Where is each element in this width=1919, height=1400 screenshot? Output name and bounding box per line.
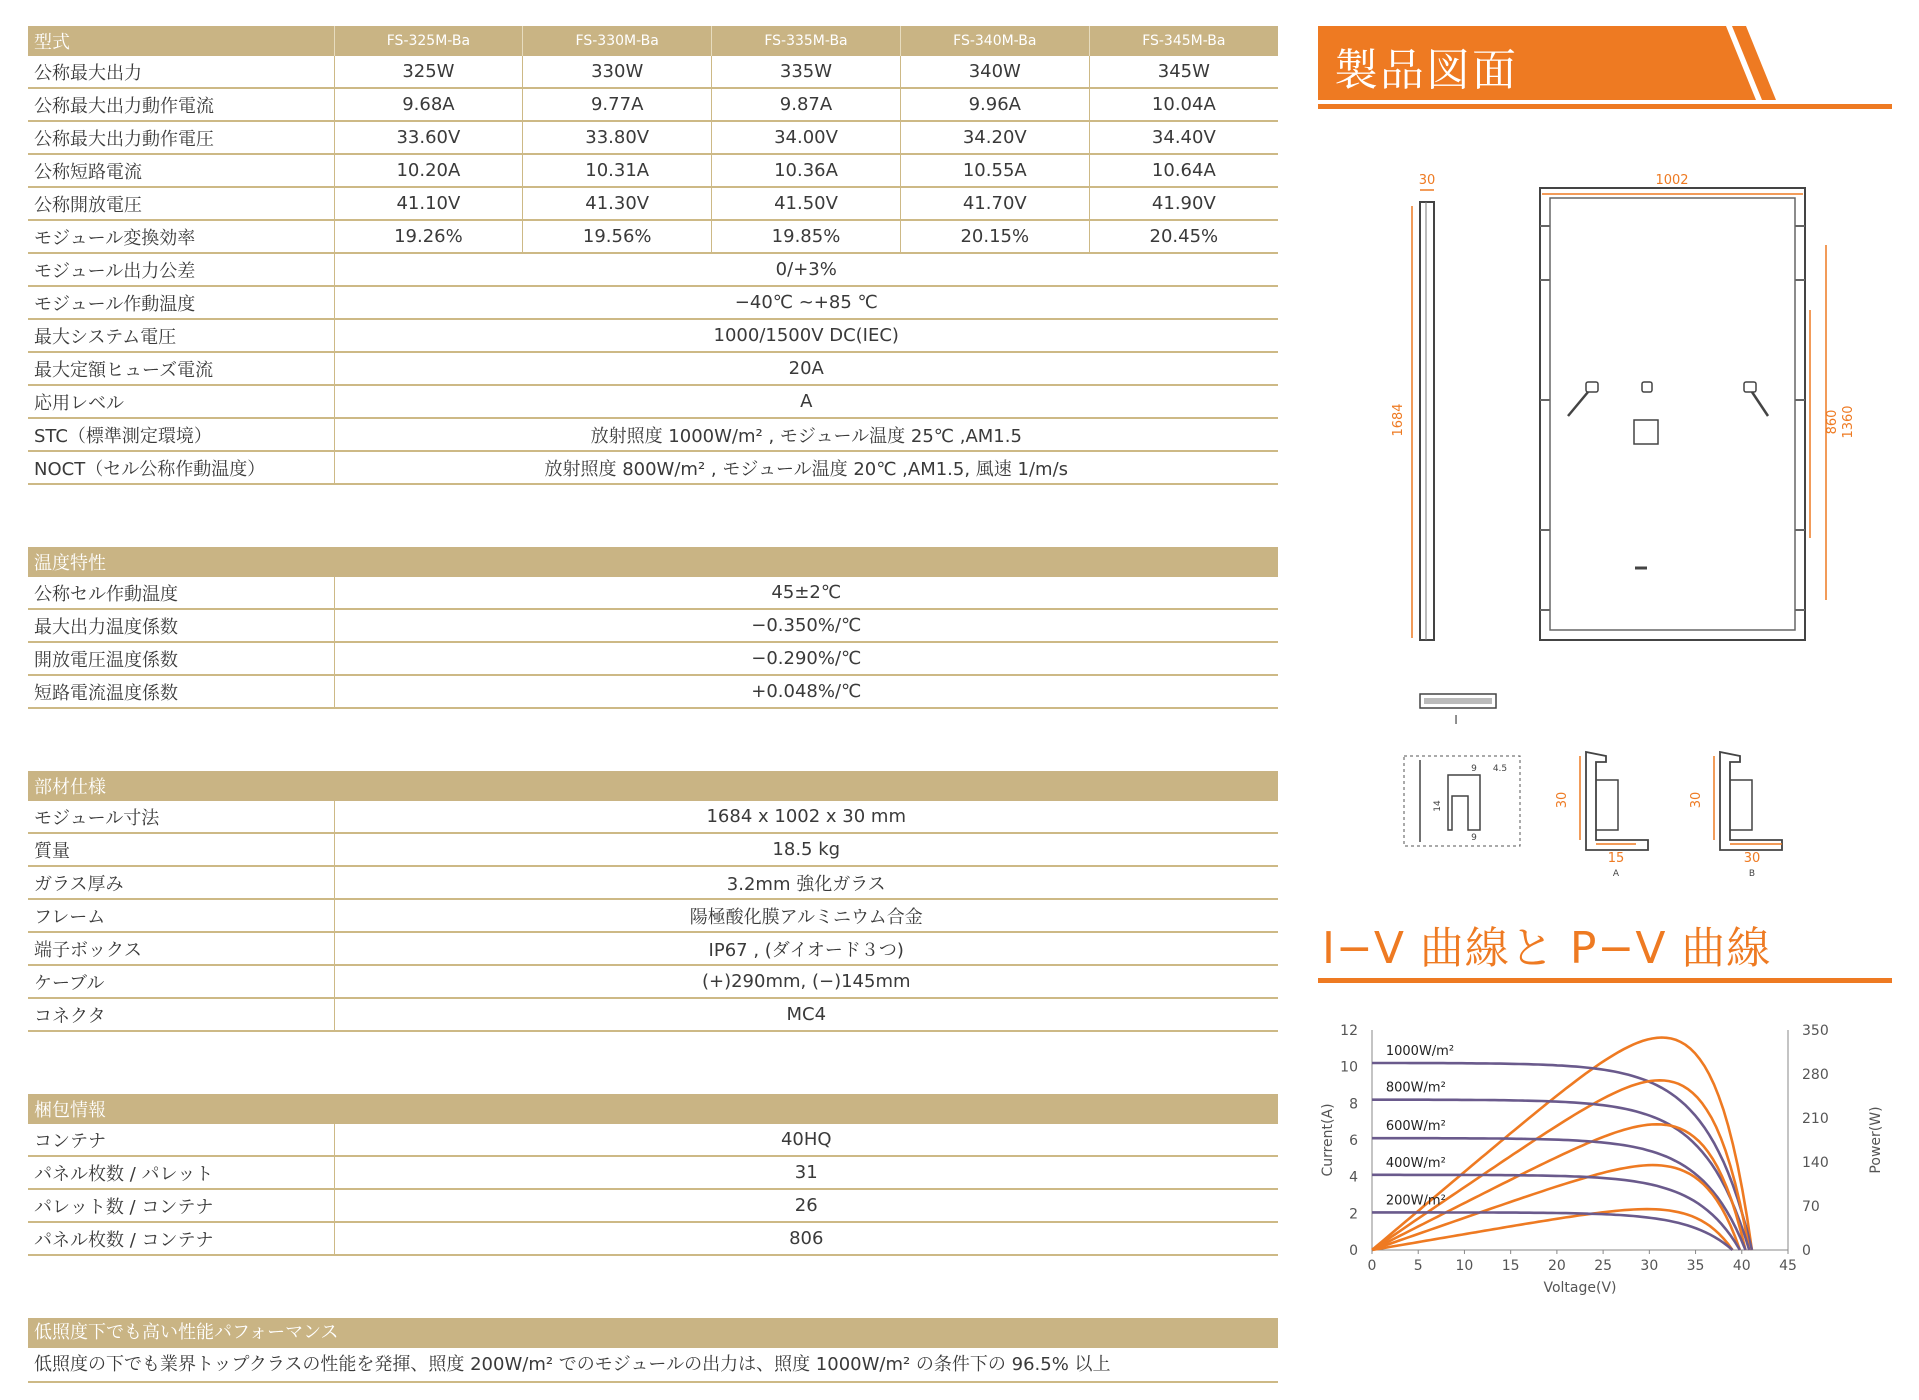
spec-row (28, 352, 1278, 385)
x-tick-label: 5 (1413, 1258, 1423, 1274)
y-tick-label: 4 (1349, 1169, 1358, 1186)
spec-value: 19.85% (712, 220, 901, 253)
temperature-label: 開放電圧温度係数 (28, 642, 334, 675)
spec-value: 10.31A (523, 154, 712, 187)
y-tick-label: 12 (1340, 1023, 1358, 1039)
detail-view (1404, 756, 1520, 846)
series-label: 600W/m² (1385, 1119, 1446, 1135)
temperature-title: 温度特性 (28, 547, 1278, 577)
spec-row (28, 451, 1278, 484)
spec-label: STC（標準測定環境） (28, 418, 334, 451)
chart-series (1372, 1038, 1752, 1251)
spec-value: 20.45% (1089, 220, 1278, 253)
materials-value: MC4 (334, 998, 1278, 1031)
model-name: FS-325M-Ba (334, 26, 523, 56)
profile-b-label: B (1748, 869, 1756, 879)
model-header-label: 型式 (28, 26, 334, 56)
spec-row (28, 286, 1278, 319)
packing-row (28, 1222, 1278, 1255)
detail-14-label: 14 (1433, 800, 1443, 812)
x-tick-label: 45 (1779, 1258, 1797, 1274)
x-tick-label: 15 (1501, 1258, 1520, 1274)
packing-value: 40HQ (334, 1124, 1278, 1156)
materials-row (28, 965, 1278, 998)
spec-value: 10.20A (334, 154, 523, 187)
materials-value: 3.2mm 強化ガラス (334, 866, 1278, 899)
dim-depth (1419, 173, 1436, 190)
spec-value: 41.50V (712, 187, 901, 220)
spec-value: 34.00V (712, 121, 901, 154)
spec-label: 公称最大出力動作電流 (28, 88, 334, 121)
temperature-value: 45±2℃ (334, 577, 1278, 609)
materials-value: 陽極酸化膜アルミニウム合金 (334, 899, 1278, 932)
detail-9-label: 9 (1471, 764, 1477, 774)
materials-label: フレーム (28, 899, 334, 932)
low-light-title: 低照度下でも高い性能パフォーマンス (28, 1318, 1278, 1348)
x-tick-label: 30 (1640, 1258, 1659, 1274)
y-tick-label: 8 (1349, 1096, 1358, 1113)
model-header-row (28, 26, 1278, 56)
y2-tick-label: 0 (1802, 1243, 1811, 1259)
spec-row (28, 253, 1278, 286)
y2-tick-label: 70 (1802, 1199, 1820, 1215)
materials-value: 18.5 kg (334, 833, 1278, 866)
spec-value: 9.96A (900, 88, 1089, 121)
spec-value: −40℃ ~+85 ℃ (334, 286, 1278, 319)
spec-label: 公称最大出力 (28, 56, 334, 88)
spec-value: 335W (712, 56, 901, 88)
spec-value: 20.15% (900, 220, 1089, 253)
spec-value: 9.87A (712, 88, 901, 121)
model-name: FS-345M-Ba (1089, 26, 1278, 56)
series-label: 200W/m² (1385, 1193, 1446, 1209)
temperature-label: 短路電流温度係数 (28, 675, 334, 708)
x-tick-label: 35 (1686, 1258, 1705, 1274)
detail-45-label: 4.5 (1492, 764, 1508, 774)
model-name: FS-335M-Ba (712, 26, 901, 56)
model-name: FS-330M-Ba (523, 26, 712, 56)
spec-value: 10.64A (1089, 154, 1278, 187)
temperature-row (28, 642, 1278, 675)
spec-value: A (334, 385, 1278, 418)
spec-sheet (28, 26, 1278, 1383)
packing-title: 梱包情報 (28, 1094, 1278, 1124)
spec-row (28, 220, 1278, 253)
spec-value: 19.26% (334, 220, 523, 253)
spec-row (28, 56, 1278, 88)
spec-label: 最大システム電圧 (28, 319, 334, 352)
side-view (1420, 202, 1434, 640)
x-tick-label: 10 (1455, 1258, 1474, 1274)
materials-label: 端子ボックス (28, 932, 334, 965)
y2-axis-label: Power(W) (1868, 1106, 1884, 1174)
materials-table (28, 771, 1278, 1032)
spec-label: 公称開放電圧 (28, 187, 334, 220)
spec-value: 41.70V (900, 187, 1089, 220)
spec-label: モジュール出力公差 (28, 253, 334, 286)
series-label: 400W/m² (1385, 1155, 1446, 1171)
temperature-label: 最大出力温度係数 (28, 609, 334, 642)
materials-label: ガラス厚み (28, 866, 334, 899)
spec-value: 10.55A (900, 154, 1089, 187)
spec-value: 330W (523, 56, 712, 88)
dim-width (1542, 173, 1803, 194)
packing-value: 806 (334, 1222, 1278, 1255)
materials-row (28, 899, 1278, 932)
spec-value: 41.30V (523, 187, 712, 220)
packing-value: 26 (334, 1189, 1278, 1222)
spec-label: 最大定額ヒューズ電流 (28, 352, 334, 385)
dim-height (1391, 206, 1412, 638)
materials-label: コネクタ (28, 998, 334, 1031)
connector-right (1744, 382, 1768, 416)
dim-width-label: 1002 (1655, 173, 1689, 188)
spec-row (28, 154, 1278, 187)
curves-rule (1318, 978, 1892, 983)
materials-row (28, 866, 1278, 899)
series-label: 800W/m² (1385, 1080, 1446, 1096)
y-tick-label: 6 (1349, 1133, 1358, 1149)
iv-pv-chart (1318, 1000, 1892, 1360)
materials-value: 1684 x 1002 x 30 mm (334, 801, 1278, 833)
profile-a-width: 15 (1607, 851, 1625, 866)
y-tick-label: 0 (1349, 1243, 1358, 1259)
spec-value: 41.10V (334, 187, 523, 220)
temperature-row (28, 609, 1278, 642)
materials-value: IP67 , (ダイオード３つ) (334, 932, 1278, 965)
model-spec-table (28, 26, 1278, 485)
spec-label: モジュール変換効率 (28, 220, 334, 253)
temperature-value: −0.290%/℃ (334, 642, 1278, 675)
profile-a-height: 30 (1555, 791, 1570, 809)
spec-value: 34.20V (900, 121, 1089, 154)
packing-table (28, 1094, 1278, 1256)
banner-rule (1318, 104, 1892, 109)
spec-value: 放射照度 1000W/m² , モジュール温度 25℃ ,AM1.5 (334, 418, 1278, 451)
materials-row (28, 998, 1278, 1031)
dim-height-label: 1684 (1391, 403, 1406, 437)
profile-b-height: 30 (1689, 791, 1704, 809)
spec-value: 33.80V (523, 121, 712, 154)
spec-row (28, 121, 1278, 154)
model-name: FS-340M-Ba (900, 26, 1089, 56)
packing-value: 31 (334, 1156, 1278, 1189)
drawing-title: 製品図面 (1334, 45, 1518, 96)
x-tick-label: 0 (1367, 1258, 1377, 1274)
connector-left (1568, 382, 1598, 416)
dim-860-label: 860 (1825, 409, 1840, 435)
spec-label: モジュール作動温度 (28, 286, 334, 319)
section-i-label: I (1454, 713, 1458, 727)
y-tick-label: 10 (1340, 1059, 1358, 1076)
temperature-table (28, 547, 1278, 709)
spec-value: 9.77A (523, 88, 712, 121)
y2-tick-label: 140 (1802, 1155, 1829, 1171)
spec-value: 9.68A (334, 88, 523, 121)
y2-tick-label: 280 (1802, 1067, 1829, 1083)
temperature-row (28, 577, 1278, 609)
x-axis-label: Voltage(V) (1543, 1280, 1617, 1296)
dim-1360-label: 1360 (1841, 405, 1856, 439)
packing-label: パネル枚数 / パレット (28, 1156, 334, 1189)
packing-label: パネル枚数 / コンテナ (28, 1222, 334, 1255)
x-tick-label: 25 (1594, 1258, 1613, 1274)
product-drawing (1390, 160, 1910, 880)
spec-row (28, 418, 1278, 451)
x-tick-label: 40 (1732, 1258, 1751, 1274)
section-i (1420, 694, 1496, 727)
spec-value: 19.56% (523, 220, 712, 253)
materials-title: 部材仕様 (28, 771, 1278, 801)
y2-tick-label: 210 (1802, 1111, 1829, 1127)
spec-row (28, 88, 1278, 121)
y-tick-label: 2 (1349, 1206, 1358, 1223)
spec-value: 33.60V (334, 121, 523, 154)
materials-label: モジュール寸法 (28, 801, 334, 833)
temperature-value: +0.048%/℃ (334, 675, 1278, 708)
spec-value: 1000/1500V DC(IEC) (334, 319, 1278, 352)
low-light-text: 低照度の下でも業界トップクラスの性能を発揮、照度 200W/m² でのモジュールの出力は、照度 1000W/m² の条件下の 96.5% 以上 (28, 1348, 1278, 1383)
packing-row (28, 1189, 1278, 1222)
packing-row (28, 1124, 1278, 1156)
materials-value: (+)290mm, (−)145mm (334, 965, 1278, 998)
materials-row (28, 801, 1278, 833)
materials-row (28, 932, 1278, 965)
profile-a (1555, 752, 1648, 879)
spec-value: 325W (334, 56, 523, 88)
spec-label: NOCT（セル公称作動温度） (28, 451, 334, 484)
front-view (1540, 188, 1805, 640)
materials-row (28, 833, 1278, 866)
dim-depth-label: 30 (1418, 173, 1436, 188)
series-label: 1000W/m² (1385, 1044, 1455, 1059)
temperature-value: −0.350%/℃ (334, 609, 1278, 642)
profile-a-label: A (1612, 869, 1620, 879)
spec-value: 340W (900, 56, 1089, 88)
profile-b (1689, 752, 1782, 879)
y-axis-label: Current(A) (1320, 1103, 1336, 1177)
curves-title: I−V 曲線と P−V 曲線 (1322, 923, 1772, 974)
spec-value: 34.40V (1089, 121, 1278, 154)
spec-label: 公称短路電流 (28, 154, 334, 187)
detail-9b-label: 9 (1471, 833, 1477, 843)
spec-value: 0/+3% (334, 253, 1278, 286)
spec-value: 41.90V (1089, 187, 1278, 220)
spec-label: 応用レベル (28, 385, 334, 418)
temperature-label: 公称セル作動温度 (28, 577, 334, 609)
spec-label: 公称最大出力動作電圧 (28, 121, 334, 154)
y2-tick-label: 350 (1802, 1023, 1829, 1039)
packing-label: パレット数 / コンテナ (28, 1189, 334, 1222)
spec-value: 放射照度 800W/m² , モジュール温度 20℃ ,AM1.5, 風速 1/m/s (334, 451, 1278, 484)
materials-label: 質量 (28, 833, 334, 866)
x-tick-label: 20 (1547, 1258, 1566, 1274)
spec-value: 10.36A (712, 154, 901, 187)
temperature-row (28, 675, 1278, 708)
spec-row (28, 385, 1278, 418)
dim-mount (1810, 245, 1856, 600)
packing-row (28, 1156, 1278, 1189)
spec-row (28, 187, 1278, 220)
spec-value: 20A (334, 352, 1278, 385)
pv-curve (1372, 1209, 1733, 1250)
packing-label: コンテナ (28, 1124, 334, 1156)
spec-row (28, 319, 1278, 352)
materials-label: ケーブル (28, 965, 334, 998)
profile-b-width: 30 (1743, 851, 1761, 866)
spec-value: 10.04A (1089, 88, 1278, 121)
spec-value: 345W (1089, 56, 1278, 88)
